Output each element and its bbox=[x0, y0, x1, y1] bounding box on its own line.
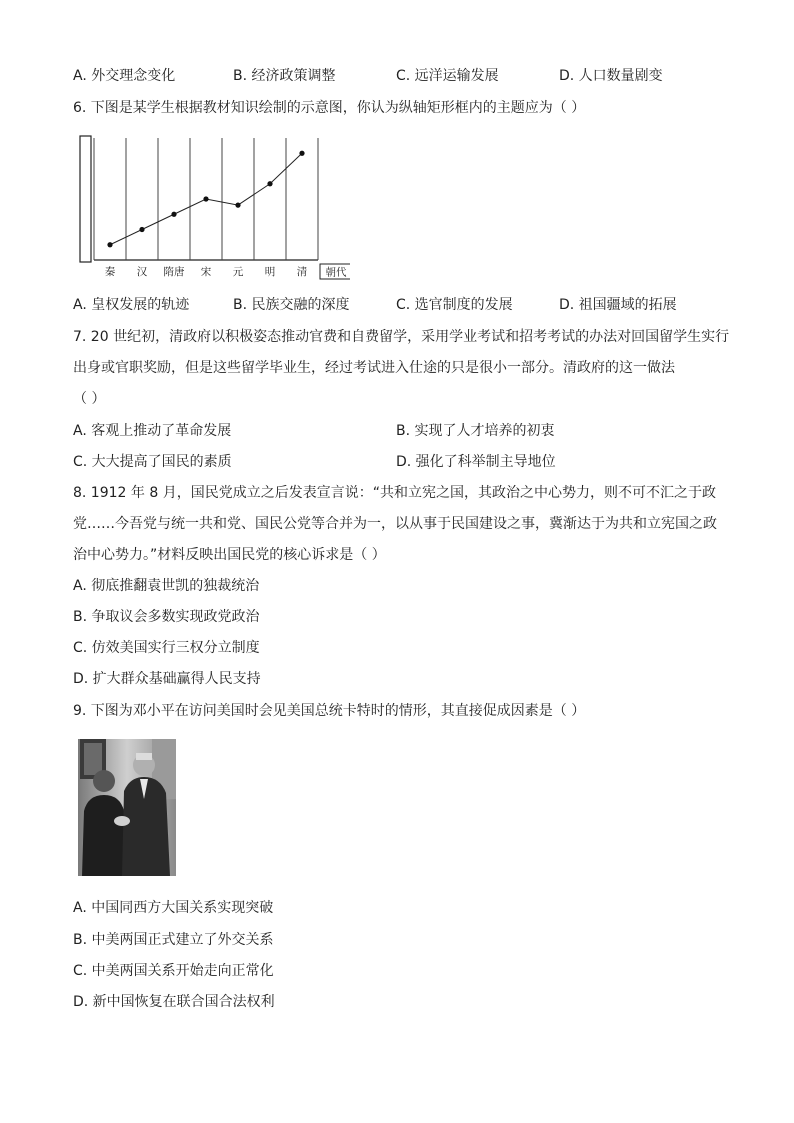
q6-option-c[interactable]: C. 选官制度的发展 bbox=[396, 297, 513, 313]
data-point-5 bbox=[267, 181, 272, 186]
tick-label-1: 汉 bbox=[136, 266, 148, 278]
chart-xlabel bbox=[320, 264, 350, 279]
data-point-3 bbox=[203, 196, 208, 201]
q9-photo bbox=[78, 739, 176, 876]
q5-option-d[interactable]: D. 人口数量剧变 bbox=[559, 68, 663, 84]
chart-points bbox=[107, 151, 304, 248]
q7-option-d[interactable]: D. 强化了科举制主导地位 bbox=[396, 454, 556, 470]
q7-stem-line-2: 出身或官职奖励，但是这些留学毕业生，经过考试进入仕途的只是很小一部分。清政府的这一做法 bbox=[73, 360, 675, 376]
q9-option-a[interactable]: A. 中国同西方大国关系实现突破 bbox=[73, 900, 274, 916]
q8-option-d[interactable]: D. 扩大群众基础赢得人民支持 bbox=[73, 671, 261, 687]
q7-options-row-2 bbox=[73, 452, 753, 472]
q6-option-a[interactable]: A. 皇权发展的轨迹 bbox=[73, 297, 190, 313]
q6-stem: 6. 下图是某学生根据教材知识绘制的示意图，你认为纵轴矩形框内的主题应为（ ） bbox=[73, 100, 586, 116]
q5-option-a[interactable]: A. 外交理念变化 bbox=[73, 68, 176, 84]
data-point-2 bbox=[171, 212, 176, 217]
data-point-1 bbox=[139, 227, 144, 232]
q7-option-b[interactable]: B. 实现了人才培养的初衷 bbox=[396, 423, 555, 439]
person-left-head bbox=[93, 770, 115, 792]
q6-chart bbox=[78, 134, 350, 280]
tick-label-4: 元 bbox=[232, 266, 244, 278]
q7-option-a[interactable]: A. 客观上推动了革命发展 bbox=[73, 423, 232, 439]
q6-option-d[interactable]: D. 祖国疆域的拓展 bbox=[559, 297, 677, 313]
q9-stem: 9. 下图为邓小平在访问美国时会见美国总统卡特时的情形，其直接促成因素是（ ） bbox=[73, 703, 586, 719]
q9-option-d[interactable]: D. 新中国恢复在联合国合法权利 bbox=[73, 994, 275, 1010]
q7-stem-line-1: 7. 20 世纪初，清政府以积极姿态推动官费和自费留学，采用学业考试和招考考试的办法对回国留学生实行 bbox=[73, 329, 730, 345]
y-axis-theme-box bbox=[80, 136, 91, 262]
data-point-4 bbox=[235, 203, 240, 208]
tick-label-6: 清 bbox=[296, 266, 308, 278]
tick-label-0: 秦 bbox=[104, 266, 116, 278]
handshake bbox=[114, 816, 130, 826]
q7-options-row-1 bbox=[73, 421, 753, 441]
q8-option-b[interactable]: B. 争取议会多数实现政党政治 bbox=[73, 609, 260, 625]
q9-option-c[interactable]: C. 中美两国关系开始走向正常化 bbox=[73, 963, 274, 979]
q9-option-b[interactable]: B. 中美两国正式建立了外交关系 bbox=[73, 932, 274, 948]
q8-stem-line-2: 党……今吾党与统一共和党、国民公党等合并为一，以从事于民国建设之事，冀渐达于为共和立宪国之政 bbox=[73, 516, 717, 532]
q8-stem-line-3: 治中心势力。”材料反映出国民党的核心诉求是（ ） bbox=[73, 547, 386, 563]
q7-stem-line-3: （ ） bbox=[73, 391, 106, 407]
person-left-body bbox=[82, 795, 126, 876]
q8-option-c[interactable]: C. 仿效美国实行三权分立制度 bbox=[73, 640, 260, 656]
q5-options bbox=[73, 66, 753, 86]
q8-stem-line-1: 8. 1912 年 8 月，国民党成立之后发表宣言说：“共和立宪之国，其政治之中心势力，则不可不汇之于政 bbox=[73, 485, 716, 501]
data-point-0 bbox=[107, 242, 112, 247]
chart-frame bbox=[80, 136, 318, 262]
q8-option-a[interactable]: A. 彻底推翻袁世凯的独裁统治 bbox=[73, 578, 260, 594]
q5-option-c[interactable]: C. 远洋运输发展 bbox=[396, 68, 499, 84]
tick-label-3: 宋 bbox=[200, 266, 212, 278]
q7-option-c[interactable]: C. 大大提高了国民的素质 bbox=[73, 454, 232, 470]
tick-label-5: 明 bbox=[264, 266, 276, 278]
x-axis-label: 朝代 bbox=[325, 266, 347, 279]
tick-label-2: 隋唐 bbox=[163, 266, 185, 278]
person-right-body bbox=[122, 777, 170, 876]
q5-option-b[interactable]: B. 经济政策调整 bbox=[233, 68, 336, 84]
chart-ticks bbox=[105, 265, 308, 278]
q6-options bbox=[73, 295, 753, 315]
data-point-6 bbox=[299, 151, 304, 156]
q6-option-b[interactable]: B. 民族交融的深度 bbox=[233, 297, 350, 313]
